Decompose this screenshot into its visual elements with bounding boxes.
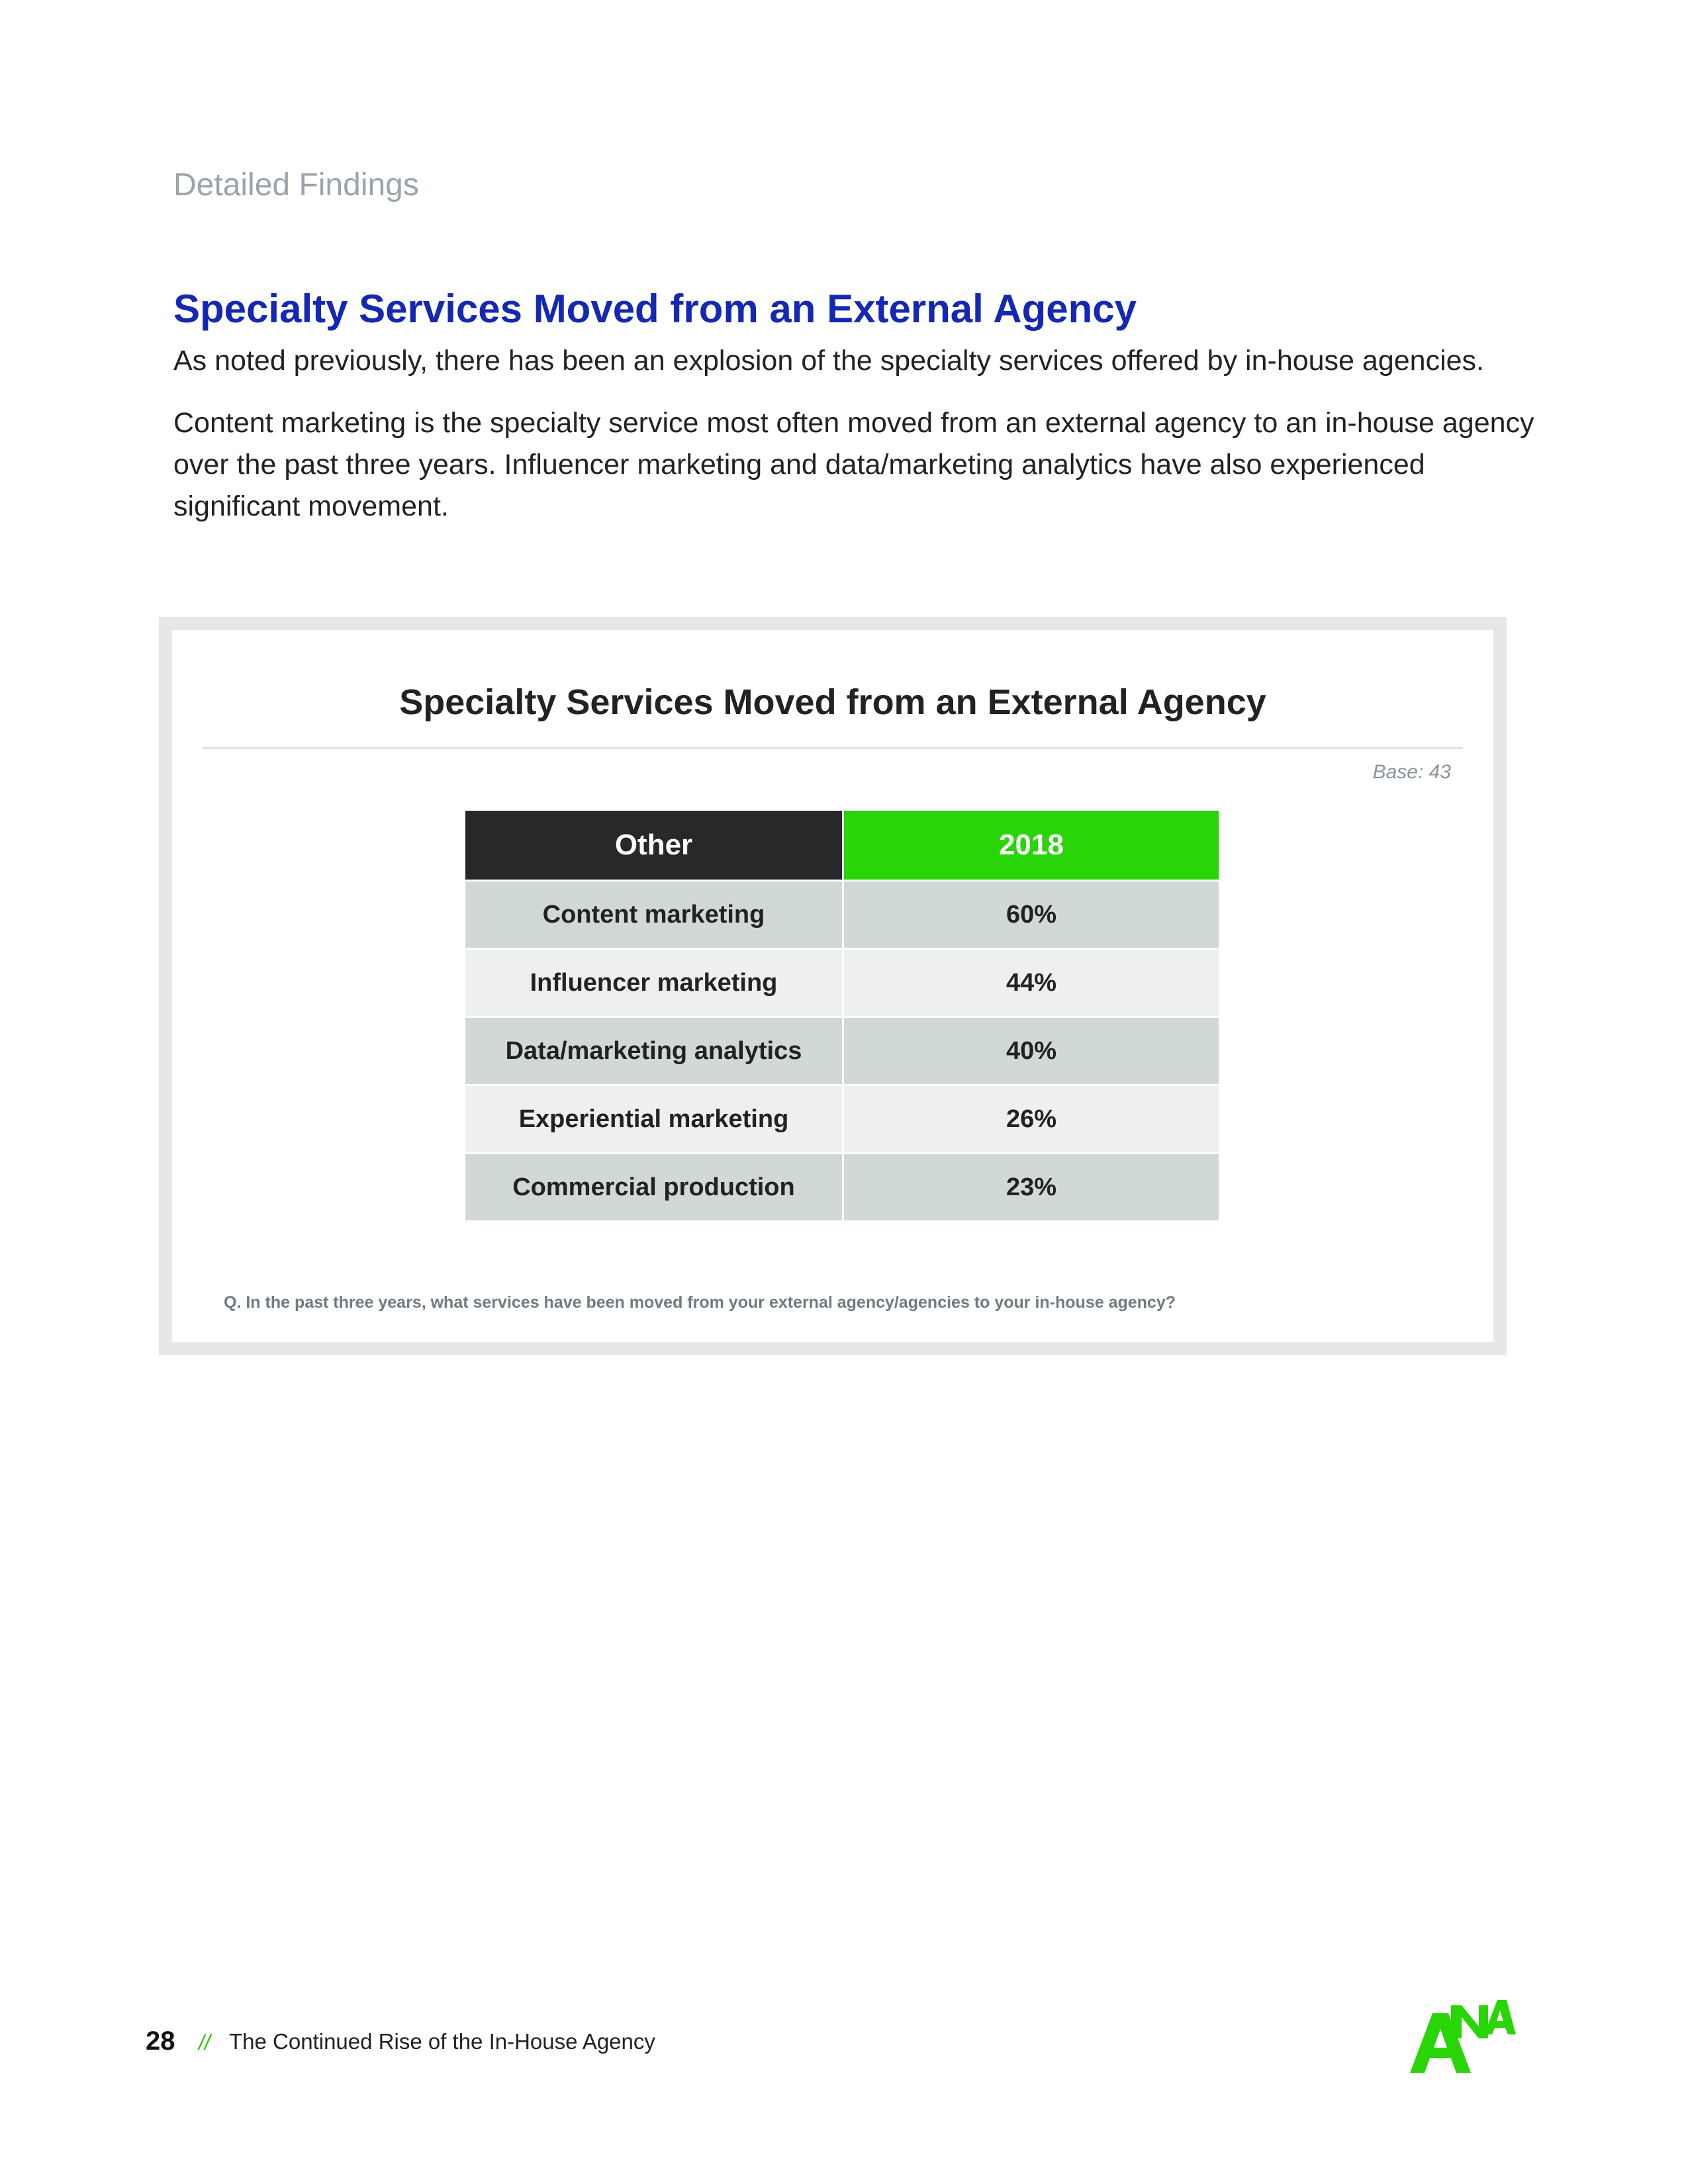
row-label: Experiential marketing xyxy=(465,1085,843,1154)
row-value: 23% xyxy=(843,1154,1219,1222)
table-row xyxy=(465,881,1220,949)
ana-logo xyxy=(1410,2000,1516,2073)
footer-doc-title: The Continued Rise of the In-House Agency xyxy=(229,2029,655,2054)
table-row xyxy=(465,1017,1220,1085)
row-value: 40% xyxy=(843,1017,1219,1085)
page-number: 28 xyxy=(146,2026,175,2056)
detail-paragraph: Content marketing is the specialty service most often moved from an external agency to an in-house agency over the past three years. Influencer marketing and data/marketing analytics have also experienced significant movement. xyxy=(173,407,1534,522)
chart-divider xyxy=(203,747,1463,749)
table-row xyxy=(465,1154,1220,1222)
chart-frame xyxy=(159,617,1507,1355)
page-heading: Specialty Services Moved from an External Agency xyxy=(173,287,1137,331)
chart-panel xyxy=(172,630,1493,1342)
chart-title: Specialty Services Moved from an External Agency xyxy=(399,682,1266,722)
row-value: 60% xyxy=(843,881,1219,949)
footer-separator: // xyxy=(199,2030,211,2054)
table-header-row xyxy=(465,810,1220,881)
data-table xyxy=(463,809,1221,1222)
row-label: Commercial production xyxy=(465,1154,843,1222)
row-value: 44% xyxy=(843,949,1219,1017)
row-label: Content marketing xyxy=(465,881,843,949)
column-header-other: Other xyxy=(465,810,843,881)
table-row xyxy=(465,1085,1220,1154)
row-label: Influencer marketing xyxy=(465,949,843,1017)
column-header-year: 2018 xyxy=(843,810,1219,881)
row-label: Data/marketing analytics xyxy=(465,1017,843,1085)
intro-paragraph: As noted previously, there has been an explosion of the specialty services offered by in-house agencies. xyxy=(173,345,1484,377)
logo-letter-n xyxy=(1451,2005,1488,2038)
section-label: Detailed Findings xyxy=(173,167,419,203)
table-row xyxy=(465,949,1220,1017)
row-value: 26% xyxy=(843,1085,1219,1154)
survey-question: Q. In the past three years, what services have been moved from your external agency/agencies to your in-house agency? xyxy=(224,1293,1176,1312)
base-note: Base: 43 xyxy=(1372,761,1451,783)
